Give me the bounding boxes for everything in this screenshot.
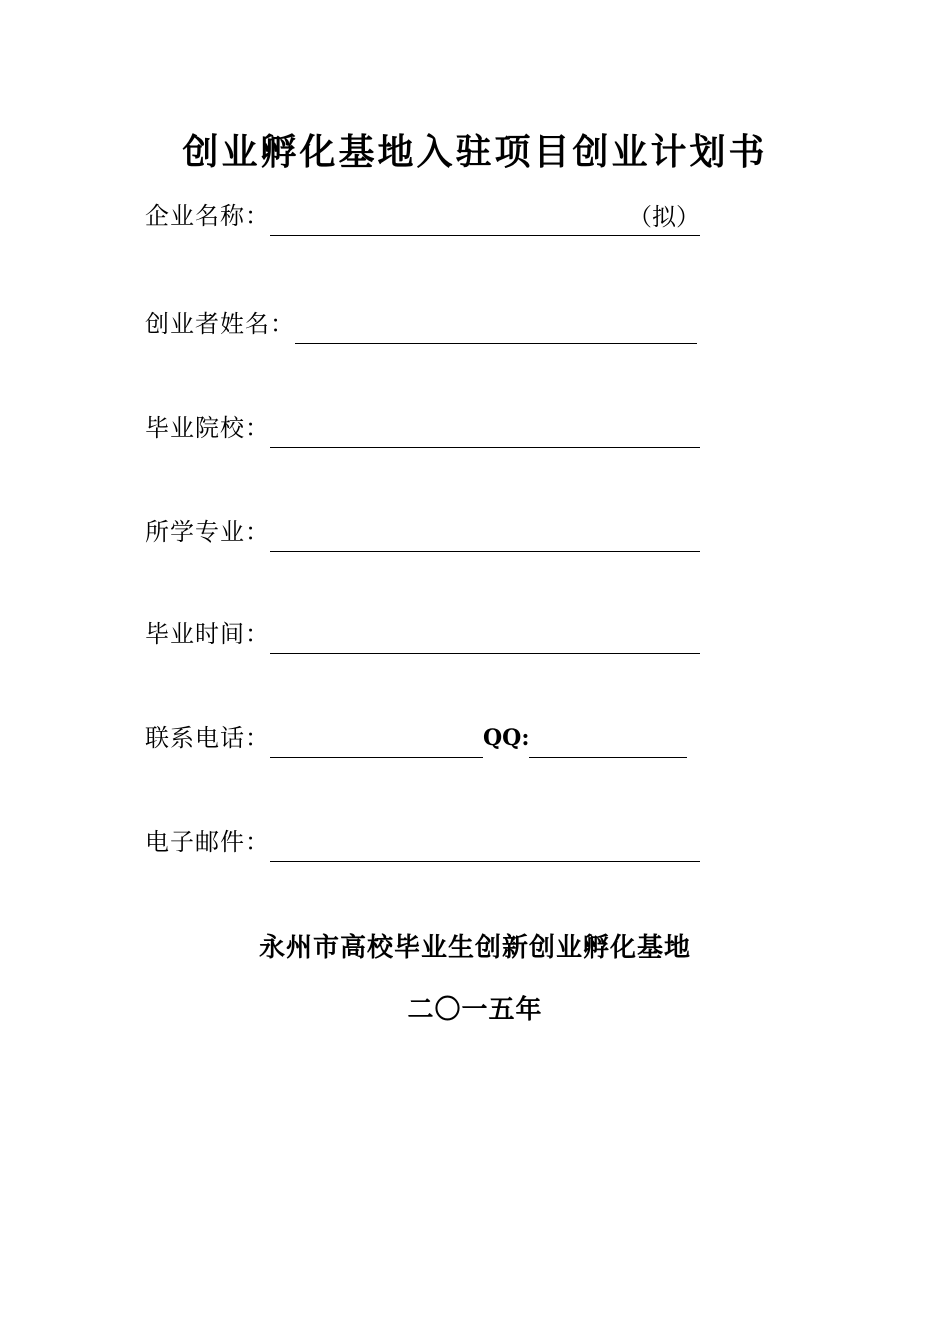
graduation-time-label: 毕业时间： xyxy=(145,620,270,648)
founder-name-blank[interactable] xyxy=(295,308,697,344)
organization-name: 永州市高校毕业生创新创业孵化基地 xyxy=(258,933,691,963)
qq-blank[interactable] xyxy=(529,722,687,758)
graduated-school-blank[interactable] xyxy=(270,412,700,448)
field-founder-name xyxy=(145,304,697,344)
field-graduation-time xyxy=(145,614,700,654)
founder-name-label: 创业者姓名： xyxy=(145,310,295,338)
email-label: 电子邮件： xyxy=(145,828,270,856)
major-blank[interactable] xyxy=(270,516,700,552)
phone-blank[interactable] xyxy=(270,722,483,758)
document-title: 创业孵化基地入驻项目创业计划书 xyxy=(182,131,768,173)
qq-label: QQ: xyxy=(483,725,530,751)
field-company-name xyxy=(145,196,700,236)
company-name-label: 企业名称： xyxy=(145,202,270,230)
graduation-time-blank[interactable] xyxy=(270,618,700,654)
graduated-school-label: 毕业院校： xyxy=(145,414,270,442)
company-name-blank[interactable] xyxy=(270,200,700,236)
document-year: 二〇一五年 xyxy=(407,995,543,1025)
field-phone xyxy=(145,718,687,758)
phone-label: 联系电话： xyxy=(145,724,270,752)
field-email xyxy=(145,822,700,862)
company-name-suffix: （拟） xyxy=(628,203,700,231)
field-graduated-school xyxy=(145,408,700,448)
email-blank[interactable] xyxy=(270,826,700,862)
major-label: 所学专业： xyxy=(145,518,270,546)
field-major xyxy=(145,512,700,552)
